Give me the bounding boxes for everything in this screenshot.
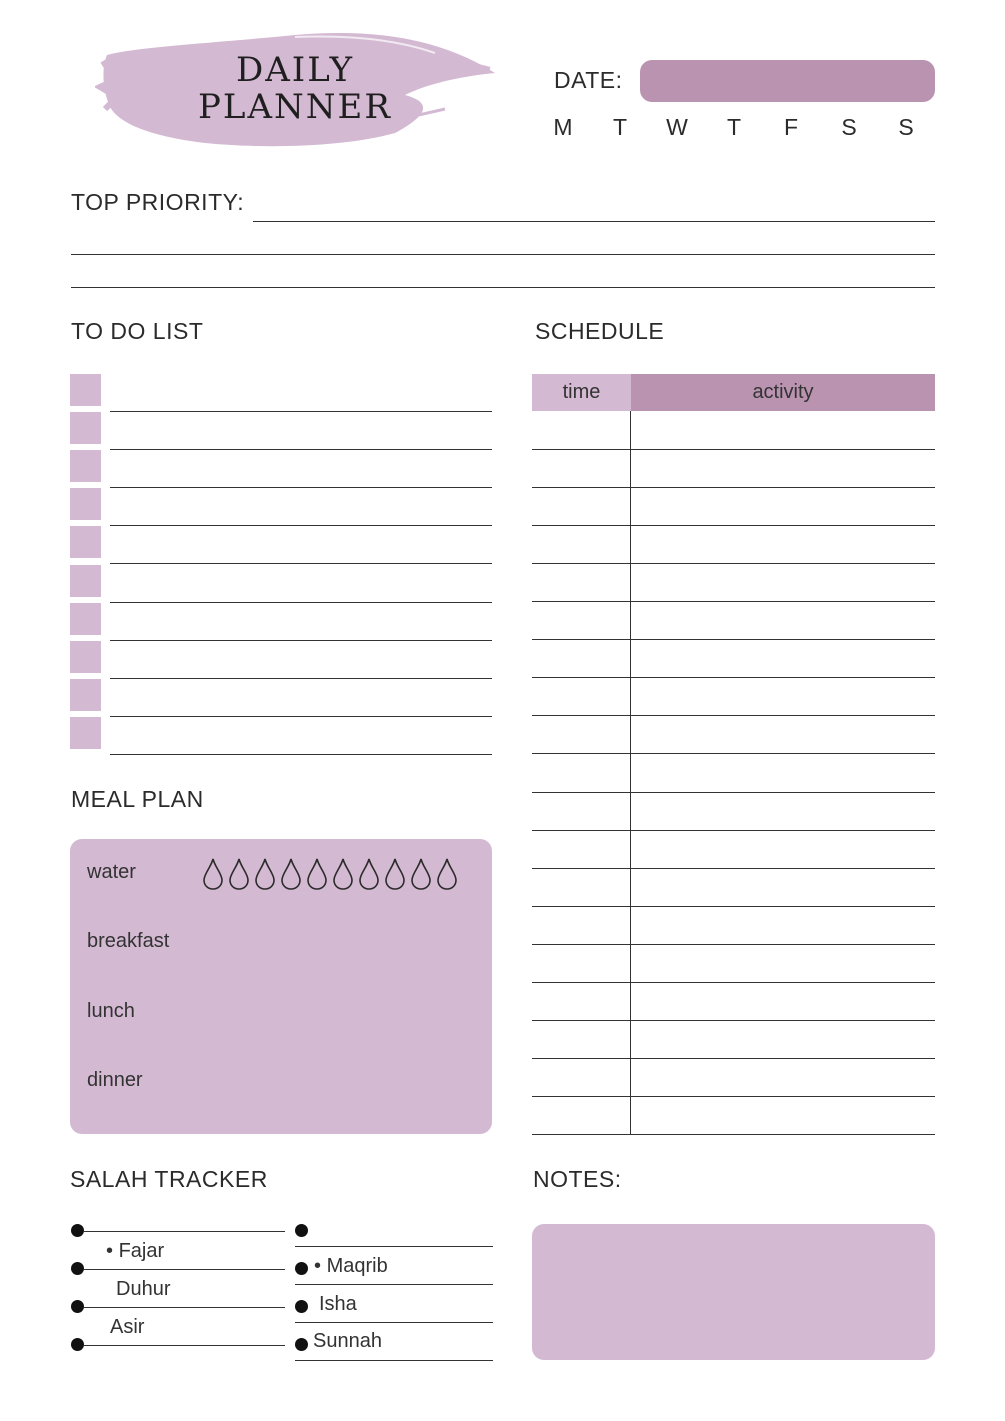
- weekday-sun[interactable]: S: [898, 114, 914, 140]
- todo-item-line[interactable]: [110, 525, 492, 526]
- todo-item-line[interactable]: [110, 678, 492, 679]
- salah-isha-label: Isha: [319, 1293, 357, 1315]
- meal-plan-title: MEAL PLAN: [71, 786, 204, 812]
- todo-item-line[interactable]: [110, 754, 492, 755]
- todo-item-line[interactable]: [110, 487, 492, 488]
- salah-asir-label: Asir: [110, 1316, 145, 1338]
- salah-line-8: [295, 1360, 493, 1361]
- todo-item-line[interactable]: [110, 449, 492, 450]
- schedule-row-line[interactable]: [532, 944, 935, 945]
- salah-checkbox-1[interactable]: [71, 1224, 84, 1237]
- schedule-row-line[interactable]: [532, 715, 935, 716]
- top-priority-label: TOP PRIORITY:: [71, 189, 245, 215]
- schedule-row-line[interactable]: [532, 982, 935, 983]
- salah-line-4: [84, 1345, 285, 1346]
- salah-line-5: [295, 1246, 493, 1247]
- water-drop-icon[interactable]: [202, 857, 224, 891]
- water-drop-icon[interactable]: [254, 857, 276, 891]
- top-priority-line-3[interactable]: [71, 287, 935, 288]
- weekday-thu[interactable]: T: [726, 114, 742, 140]
- schedule-row-line[interactable]: [532, 906, 935, 907]
- salah-checkbox-8[interactable]: [295, 1338, 308, 1351]
- todo-checkbox[interactable]: [70, 717, 101, 749]
- meal-plan-panel: [70, 839, 492, 1134]
- salah-checkbox-6[interactable]: [295, 1262, 308, 1275]
- title-line-2: PLANNER: [198, 87, 392, 127]
- water-drop-icon[interactable]: [384, 857, 406, 891]
- salah-checkbox-7[interactable]: [295, 1300, 308, 1313]
- schedule-row-line[interactable]: [532, 753, 935, 754]
- todo-checkbox[interactable]: [70, 488, 101, 520]
- schedule-row-line[interactable]: [532, 1058, 935, 1059]
- water-drop-icon[interactable]: [306, 857, 328, 891]
- todo-checkbox[interactable]: [70, 526, 101, 558]
- water-drop-icon[interactable]: [436, 857, 458, 891]
- salah-fajar-label: • Fajar: [106, 1240, 165, 1262]
- weekday-wed[interactable]: W: [666, 114, 688, 140]
- breakfast-label: breakfast: [87, 930, 170, 952]
- schedule-title: SCHEDULE: [535, 318, 665, 344]
- salah-line-7: [295, 1322, 493, 1323]
- schedule-row-line[interactable]: [532, 830, 935, 831]
- water-drop-icon[interactable]: [332, 857, 354, 891]
- date-label: DATE:: [554, 67, 623, 93]
- weekday-mon[interactable]: M: [553, 114, 573, 140]
- title-line-1: DAILY: [235, 50, 355, 90]
- water-label: water: [87, 861, 136, 883]
- salah-checkbox-3[interactable]: [71, 1300, 84, 1313]
- notes-area[interactable]: [532, 1224, 935, 1360]
- salah-line-6: [295, 1284, 493, 1285]
- todo-item-line[interactable]: [110, 563, 492, 564]
- schedule-row-line[interactable]: [532, 487, 935, 488]
- schedule-row-line[interactable]: [532, 1020, 935, 1021]
- schedule-row-line[interactable]: [532, 1096, 935, 1097]
- weekday-fri[interactable]: F: [783, 114, 799, 140]
- schedule-row-line[interactable]: [532, 639, 935, 640]
- top-priority-line-2[interactable]: [71, 254, 935, 255]
- schedule-row-line[interactable]: [532, 449, 935, 450]
- schedule-row-line[interactable]: [532, 525, 935, 526]
- salah-checkbox-5[interactable]: [295, 1224, 308, 1237]
- todo-checkbox[interactable]: [70, 450, 101, 482]
- todo-item-line[interactable]: [110, 602, 492, 603]
- salah-checkbox-2[interactable]: [71, 1262, 84, 1275]
- schedule-row-line[interactable]: [532, 563, 935, 564]
- schedule-row-line[interactable]: [532, 792, 935, 793]
- notes-title: NOTES:: [533, 1166, 622, 1192]
- salah-sunnah-label: Sunnah: [313, 1330, 382, 1352]
- salah-duhur-label: Duhur: [116, 1278, 171, 1300]
- weekday-sat[interactable]: S: [841, 114, 857, 140]
- water-drop-icon[interactable]: [358, 857, 380, 891]
- todo-checkbox[interactable]: [70, 565, 101, 597]
- lunch-label: lunch: [87, 1000, 135, 1022]
- todo-checkbox[interactable]: [70, 412, 101, 444]
- schedule-column-divider: [630, 411, 631, 1134]
- salah-line-3: [84, 1307, 285, 1308]
- salah-line-2: [84, 1269, 285, 1270]
- schedule-activity-header: activity: [631, 374, 935, 411]
- salah-maqrib-label: • Maqrib: [314, 1255, 388, 1277]
- schedule-row-line[interactable]: [532, 601, 935, 602]
- fajar-text: Fajar: [118, 1240, 165, 1262]
- salah-tracker-title: SALAH TRACKER: [70, 1166, 268, 1192]
- todo-item-line[interactable]: [110, 411, 492, 412]
- schedule-time-header: time: [532, 374, 631, 411]
- todo-checkbox[interactable]: [70, 374, 101, 406]
- todo-item-line[interactable]: [110, 716, 492, 717]
- schedule-row-line[interactable]: [532, 1134, 935, 1135]
- top-priority-line-1[interactable]: [253, 221, 935, 222]
- salah-line-1: [84, 1231, 285, 1232]
- water-drop-icon[interactable]: [410, 857, 432, 891]
- dinner-label: dinner: [87, 1069, 143, 1091]
- schedule-row-line[interactable]: [532, 868, 935, 869]
- water-drop-icon[interactable]: [228, 857, 250, 891]
- water-tracker: [202, 857, 462, 893]
- maqrib-text: Maqrib: [326, 1255, 388, 1277]
- todo-item-line[interactable]: [110, 640, 492, 641]
- weekday-tue[interactable]: T: [612, 114, 628, 140]
- date-field[interactable]: [640, 60, 935, 102]
- salah-checkbox-4[interactable]: [71, 1338, 84, 1351]
- water-drop-icon[interactable]: [280, 857, 302, 891]
- todo-checkbox[interactable]: [70, 679, 101, 711]
- todo-checkbox[interactable]: [70, 603, 101, 635]
- todo-title: TO DO LIST: [71, 318, 204, 344]
- schedule-row-line[interactable]: [532, 677, 935, 678]
- todo-checkbox[interactable]: [70, 641, 101, 673]
